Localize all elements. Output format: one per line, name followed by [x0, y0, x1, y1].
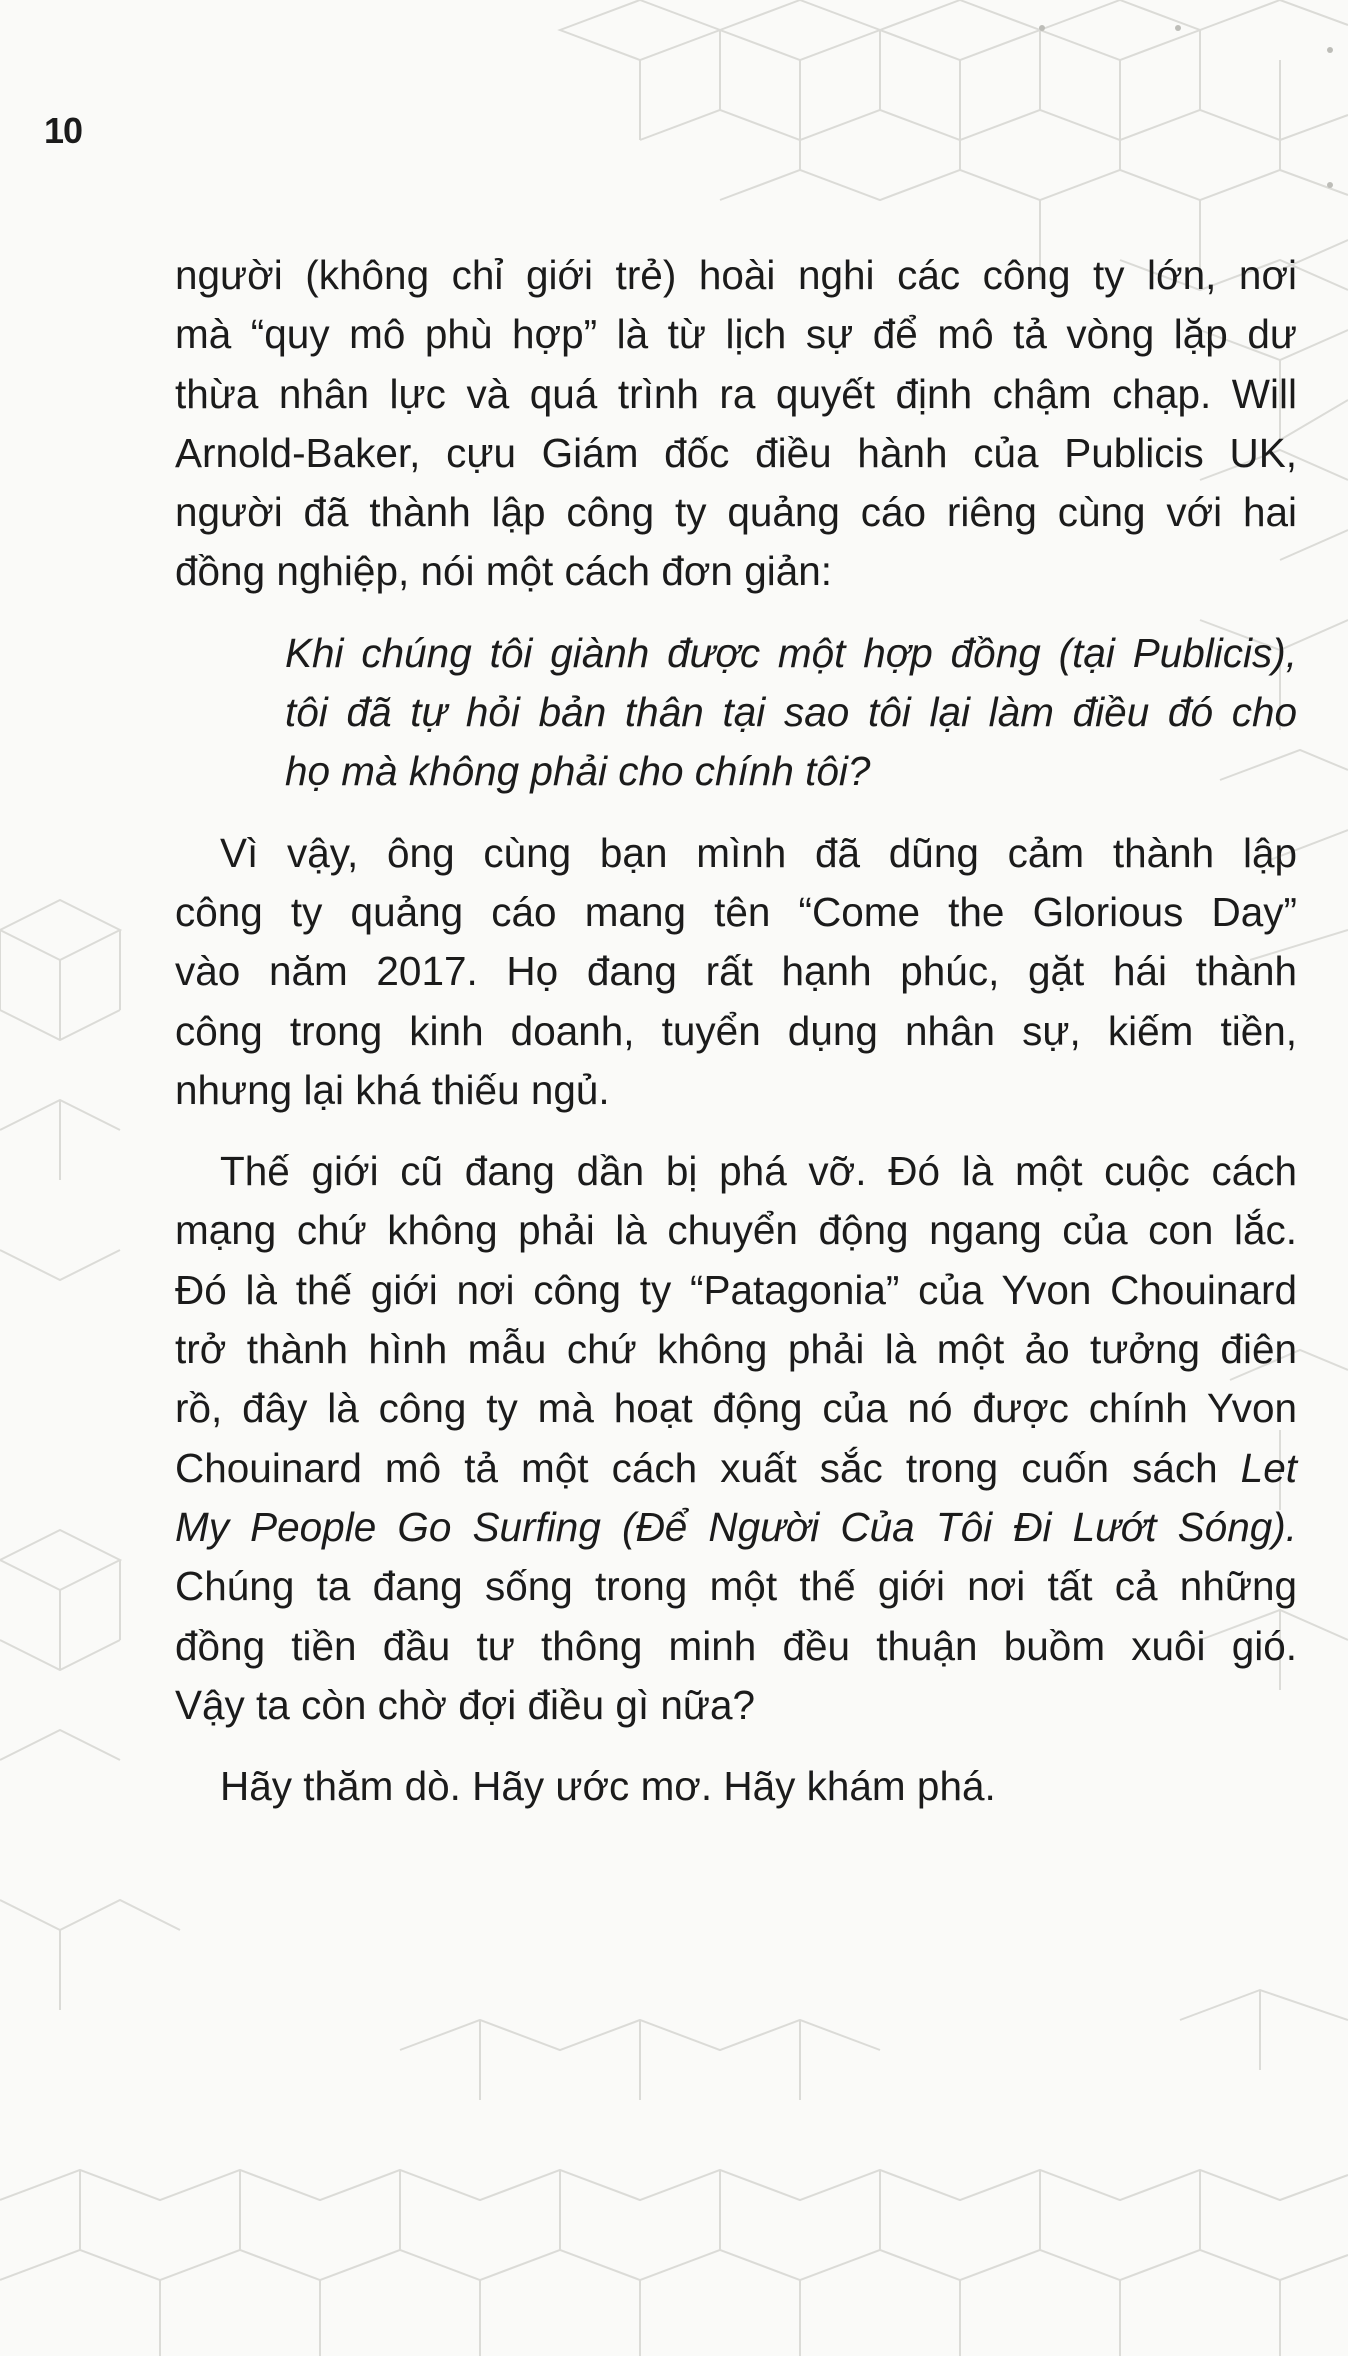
paragraph	[175, 246, 1297, 602]
text-line: mà “quy mô phù hợp” là từ lịch sự để mô tả vòng lặp dư	[175, 311, 1297, 358]
text-line: đồng tiền đầu tư thông minh đều thuận buồm xuôi gió.	[175, 1622, 1297, 1669]
text-line: nhưng lại khá thiếu ngủ.	[175, 1066, 610, 1113]
page-number: 10	[44, 110, 83, 151]
quote-line: tôi đã tự hỏi bản thân tại sao tôi lại làm điều đó cho	[285, 689, 1297, 736]
text-line: Đó là thế giới nơi công ty “Patagonia” của Yvon Chouinard	[175, 1266, 1297, 1313]
text-line: Thế giới cũ đang dần bị phá vỡ. Đó là một cuộc cách	[220, 1148, 1297, 1195]
body-text	[175, 246, 1297, 1816]
paragraph	[175, 824, 1297, 1120]
text-line: trở thành hình mẫu chứ không phải là một ảo tưởng điên	[175, 1326, 1297, 1373]
text-line: Vậy ta còn chờ đợi điều gì nữa?	[175, 1681, 756, 1728]
text-line: mạng chứ không phải là chuyển động ngang của con lắc.	[175, 1207, 1297, 1254]
text-line: Chúng ta đang sống trong một thế giới nơi tất cả những	[175, 1563, 1297, 1610]
text-fragment: Chouinard mô tả một cách xuất sắc trong cuốn sách	[175, 1444, 1218, 1491]
book-title-line: My People Go Surfing (Để Người Của Tôi Đi Lướt Sóng).	[175, 1503, 1297, 1550]
book-title-start: Let	[1240, 1444, 1297, 1491]
quote-line: Khi chúng tôi giành được một hợp đồng (tại Publicis),	[285, 629, 1297, 676]
paragraph	[175, 1757, 1297, 1816]
text-line: vào năm 2017. Họ đang rất hạnh phúc, gặt hái thành	[175, 948, 1297, 995]
text-line: người (không chỉ giới trẻ) hoài nghi các công ty lớn, nơi	[175, 252, 1297, 298]
text-line: Vì vậy, ông cùng bạn mình đã dũng cảm thành lập	[220, 829, 1297, 876]
block-quote	[175, 624, 1297, 802]
text-line: công ty quảng cáo mang tên “Come the Glorious Day”	[175, 888, 1297, 935]
text-line	[175, 1439, 1297, 1498]
text-line: Hãy thăm dò. Hãy ước mơ. Hãy khám phá.	[220, 1763, 996, 1810]
text-line: đồng nghiệp, nói một cách đơn giản:	[175, 548, 833, 595]
text-line: rồ, đây là công ty mà hoạt động của nó được chính Yvon	[175, 1385, 1297, 1432]
quote-line: họ mà không phải cho chính tôi?	[285, 748, 871, 795]
text-line: Arnold-Baker, cựu Giám đốc điều hành của Publicis UK,	[175, 429, 1297, 476]
text-line: người đã thành lập công ty quảng cáo riêng cùng với hai	[175, 489, 1297, 536]
text-line: thừa nhân lực và quá trình ra quyết định chậm chạp. Will	[175, 370, 1297, 417]
paragraph	[175, 1142, 1297, 1735]
text-line: công trong kinh doanh, tuyển dụng nhân sự, kiếm tiền,	[175, 1007, 1297, 1054]
